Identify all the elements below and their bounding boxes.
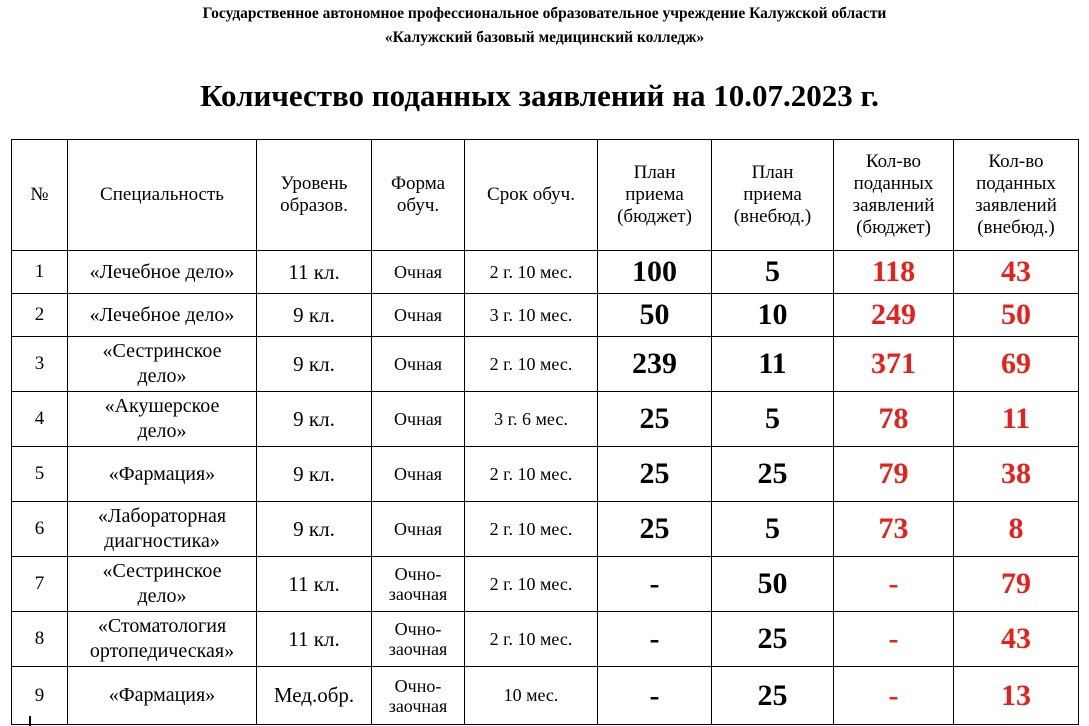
row-plan-budget: 100	[598, 251, 712, 294]
row-duration: 2 г. 10 мес.	[465, 447, 598, 502]
col-header-apps-budget: Кол-во поданных заявлений (бюджет)	[834, 140, 954, 251]
row-level: 11 кл.	[257, 612, 372, 667]
row-apps-paid: 50	[954, 294, 1079, 337]
row-level: 11 кл.	[257, 557, 372, 612]
col-header-level: Уровень образов.	[257, 140, 372, 251]
table-row	[12, 557, 1079, 612]
row-plan-paid: 50	[712, 557, 834, 612]
row-form: Очно- заочная	[372, 557, 465, 612]
row-duration: 2 г. 10 мес.	[465, 502, 598, 557]
row-apps-budget: 371	[834, 337, 954, 392]
row-level: 9 кл.	[257, 502, 372, 557]
row-duration: 2 г. 10 мес.	[465, 251, 598, 294]
row-apps-paid: 79	[954, 557, 1079, 612]
row-plan-paid: 5	[712, 251, 834, 294]
row-plan-paid: 10	[712, 294, 834, 337]
table-row	[12, 447, 1079, 502]
row-form: Очная	[372, 337, 465, 392]
row-num: 2	[12, 294, 68, 337]
row-specialty: «Лабораторная диагностика»	[68, 502, 257, 557]
row-form: Очно- заочная	[372, 612, 465, 667]
row-apps-paid: 69	[954, 337, 1079, 392]
table-row	[12, 337, 1079, 392]
row-apps-budget: 118	[834, 251, 954, 294]
row-specialty: «Сестринское дело»	[68, 337, 257, 392]
row-plan-paid: 11	[712, 337, 834, 392]
row-num: 3	[12, 337, 68, 392]
row-apps-paid: 8	[954, 502, 1079, 557]
row-plan-budget: -	[598, 612, 712, 667]
row-plan-budget: 25	[598, 502, 712, 557]
row-duration: 3 г. 10 мес.	[465, 294, 598, 337]
row-apps-budget: -	[834, 667, 954, 725]
page-edge-mark	[29, 716, 31, 726]
row-form: Очная	[372, 502, 465, 557]
row-level: 9 кл.	[257, 337, 372, 392]
col-header-form: Форма обуч.	[372, 140, 465, 251]
row-specialty: «Стоматология ортопедическая»	[68, 612, 257, 667]
row-duration: 10 мес.	[465, 667, 598, 725]
row-level: 9 кл.	[257, 392, 372, 447]
row-form: Очная	[372, 447, 465, 502]
col-header-duration: Срок обуч.	[465, 140, 598, 251]
table-row	[12, 392, 1079, 447]
col-header-num: №	[12, 140, 68, 251]
institution-name-line1: Государственное автономное профессиональное образовательное учреждение Калужской области	[202, 5, 887, 22]
col-header-specialty: Специальность	[68, 140, 257, 251]
row-duration: 2 г. 10 мес.	[465, 612, 598, 667]
row-specialty: «Фармация»	[68, 667, 257, 725]
applications-table	[11, 139, 1079, 725]
table-row	[12, 502, 1079, 557]
row-plan-paid: 5	[712, 502, 834, 557]
page-title: Количество поданных заявлений на 10.07.2023 г.	[200, 78, 879, 113]
row-plan-budget: -	[598, 667, 712, 725]
row-plan-budget: -	[598, 557, 712, 612]
row-apps-budget: 73	[834, 502, 954, 557]
row-specialty: «Сестринское дело»	[68, 557, 257, 612]
institution-name-line2: «Калужский базовый медицинский колледж»	[384, 29, 705, 46]
row-level: 9 кл.	[257, 447, 372, 502]
row-apps-paid: 43	[954, 251, 1079, 294]
row-apps-budget: 79	[834, 447, 954, 502]
table-row	[12, 251, 1079, 294]
row-specialty: «Лечебное дело»	[68, 294, 257, 337]
row-num: 8	[12, 612, 68, 667]
row-level: 11 кл.	[257, 251, 372, 294]
row-num: 4	[12, 392, 68, 447]
row-num: 5	[12, 447, 68, 502]
row-apps-budget: -	[834, 612, 954, 667]
row-apps-paid: 43	[954, 612, 1079, 667]
row-specialty: «Акушерское дело»	[68, 392, 257, 447]
row-duration: 2 г. 10 мес.	[465, 337, 598, 392]
row-apps-budget: 78	[834, 392, 954, 447]
col-header-plan-paid: План приема (внебюд.)	[712, 140, 834, 251]
row-plan-budget: 50	[598, 294, 712, 337]
row-apps-budget: -	[834, 557, 954, 612]
row-plan-budget: 25	[598, 447, 712, 502]
row-plan-budget: 25	[598, 392, 712, 447]
row-level: 9 кл.	[257, 294, 372, 337]
row-plan-paid: 5	[712, 392, 834, 447]
row-apps-paid: 11	[954, 392, 1079, 447]
row-plan-paid: 25	[712, 612, 834, 667]
row-level: Мед.обр.	[257, 667, 372, 725]
row-duration: 2 г. 10 мес.	[465, 557, 598, 612]
row-apps-budget: 249	[834, 294, 954, 337]
row-plan-paid: 25	[712, 447, 834, 502]
table-row	[12, 294, 1079, 337]
header-row	[12, 140, 1079, 251]
row-apps-paid: 13	[954, 667, 1079, 725]
row-specialty: «Лечебное дело»	[68, 251, 257, 294]
row-plan-paid: 25	[712, 667, 834, 725]
row-apps-paid: 38	[954, 447, 1079, 502]
row-form: Очная	[372, 251, 465, 294]
table-row	[12, 667, 1079, 725]
row-specialty: «Фармация»	[68, 447, 257, 502]
row-num: 9	[12, 667, 68, 725]
table-row	[12, 612, 1079, 667]
row-duration: 3 г. 6 мес.	[465, 392, 598, 447]
row-form: Очная	[372, 294, 465, 337]
row-num: 7	[12, 557, 68, 612]
row-plan-budget: 239	[598, 337, 712, 392]
row-num: 1	[12, 251, 68, 294]
col-header-apps-paid: Кол-во поданных заявлений (внебюд.)	[954, 140, 1079, 251]
col-header-plan-budget: План приема (бюджет)	[598, 140, 712, 251]
row-form: Очная	[372, 392, 465, 447]
row-form: Очно- заочная	[372, 667, 465, 725]
row-num: 6	[12, 502, 68, 557]
